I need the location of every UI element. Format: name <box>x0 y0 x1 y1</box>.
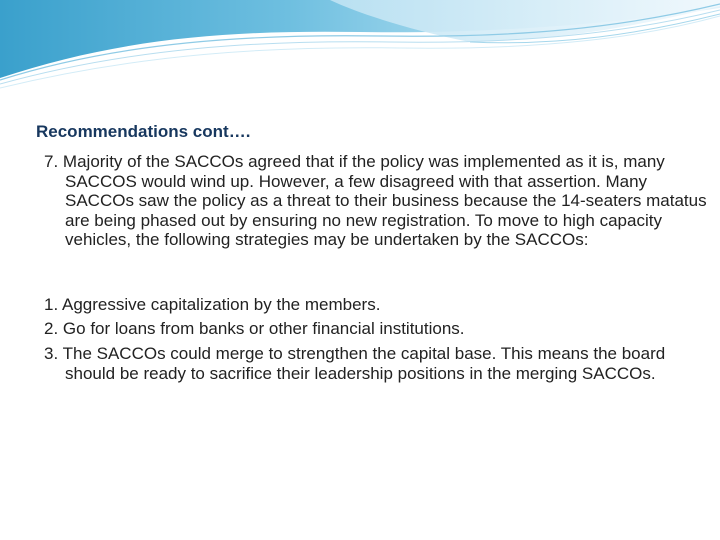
list-item <box>44 295 715 315</box>
paragraph-item-7 <box>44 152 715 250</box>
paragraph-text: Majority of the SACCOs agreed that if the policy was implemented as it is, many SACCOS would wind up. However, a few disagreed with that assertion. Many SACCOs saw the policy as a threat to their business because the 14-seaters matatus are being phased out by ensuring no new registration. To move to high capacity vehicles, the following strategies may be undertaken by the SACCOs: <box>62 152 707 250</box>
list-item-text: Aggressive capitalization by the members. <box>61 295 381 314</box>
list-item-text: Go for loans from banks or other financial institutions. <box>62 319 465 338</box>
list-item-number: 2. <box>44 319 59 338</box>
paragraph-number: 7. <box>44 152 59 171</box>
list-item-number: 1. <box>44 295 59 314</box>
list-item-text: The SACCOs could merge to strengthen the capital base. This means the board should be ready to sacrifice their leadership positions in the merging SACCOs. <box>62 344 666 383</box>
list-item <box>44 319 715 339</box>
list-item <box>44 344 715 383</box>
list-item-number: 3. <box>44 344 59 363</box>
header-wave-decoration <box>0 0 720 110</box>
slide-title: Recommendations cont…. <box>36 122 251 141</box>
